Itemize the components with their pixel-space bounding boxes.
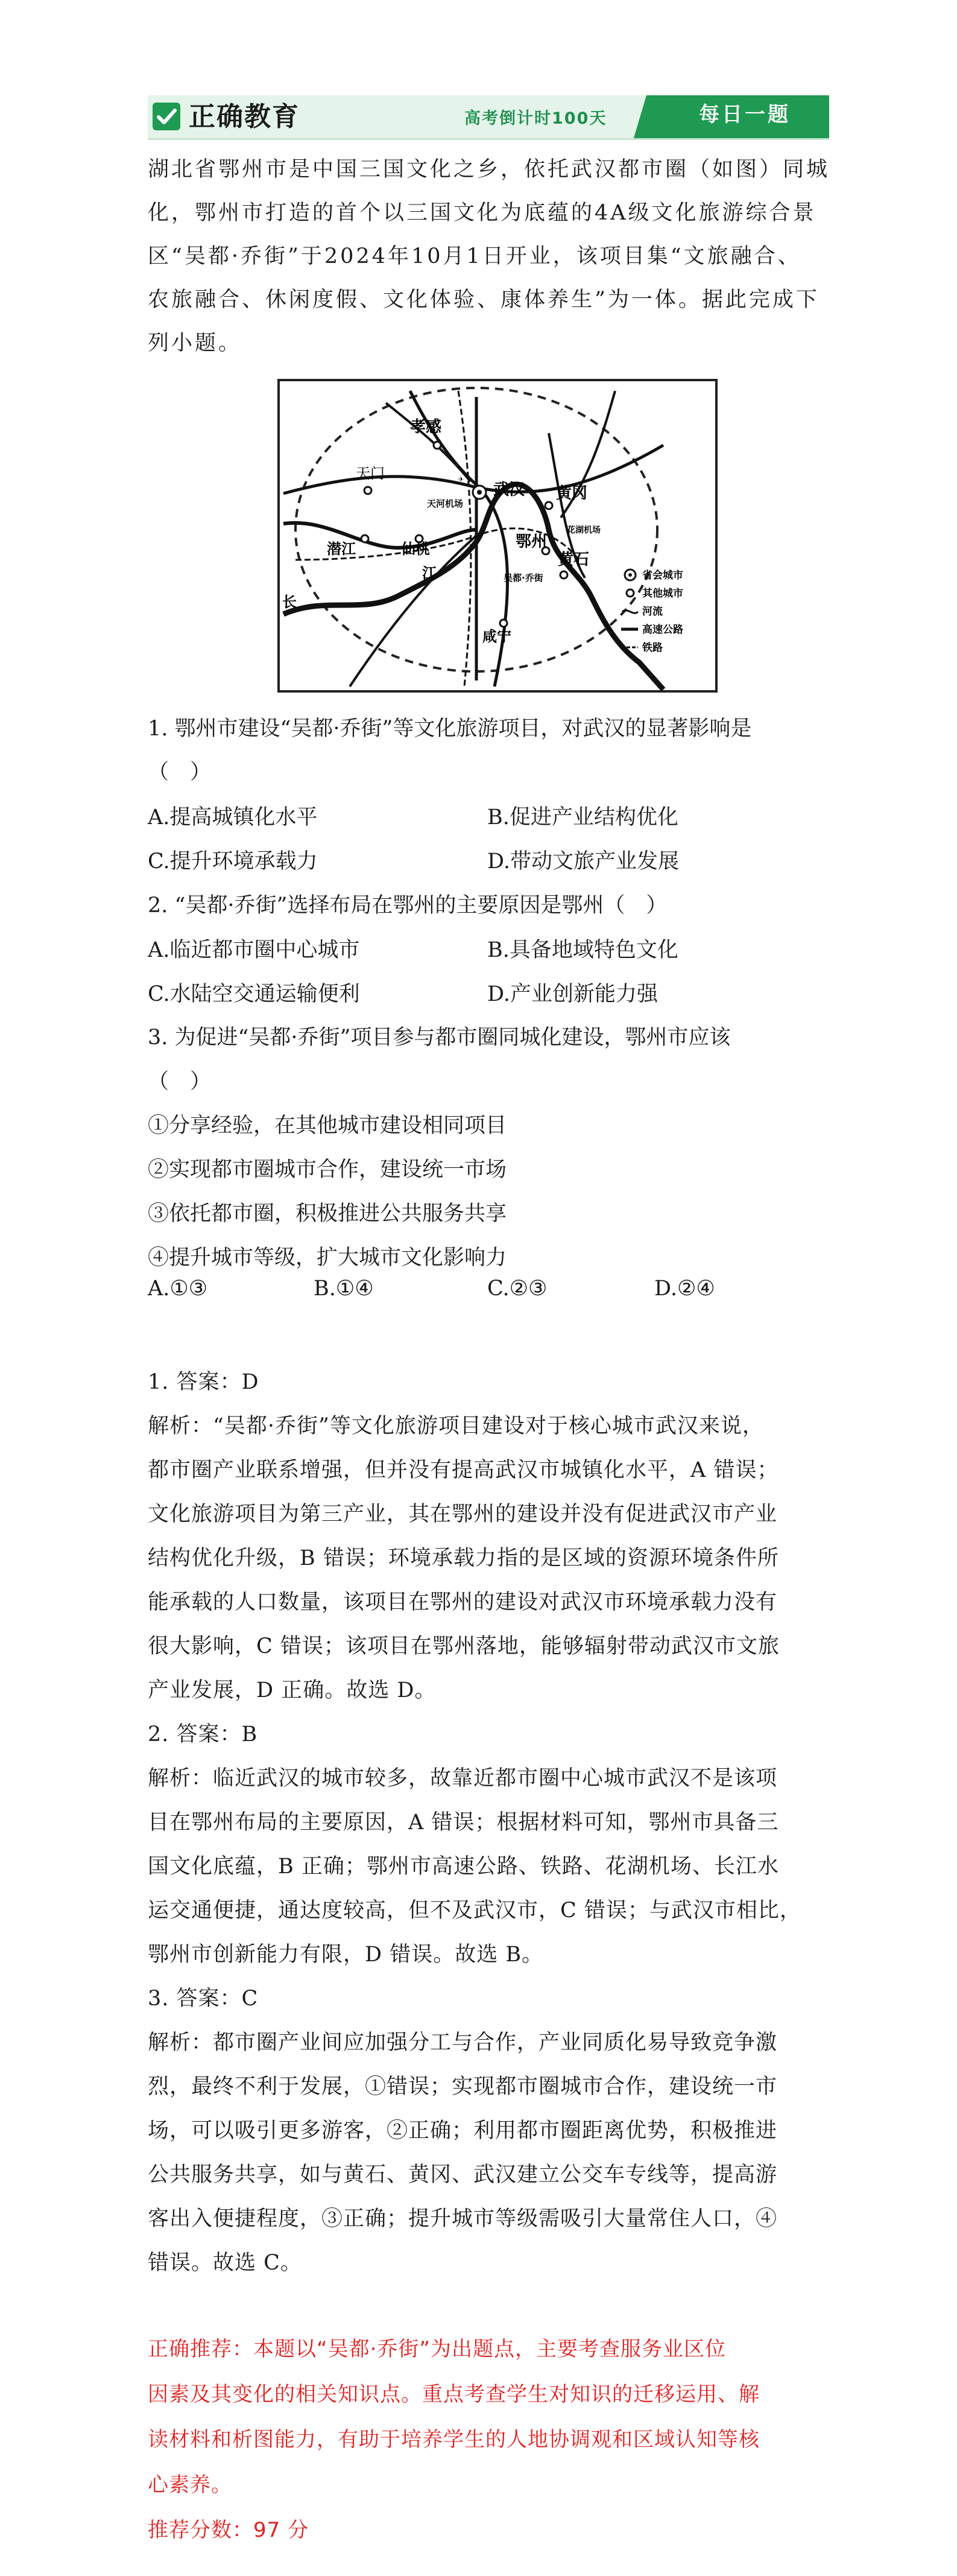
question-stem: 1. 鄂州市建设“吴都·乔街”等文化旅游项目，对武汉的显著影响是 bbox=[148, 717, 752, 741]
plane-icon: ✈ bbox=[458, 475, 464, 483]
recommend-line: 心素养。 bbox=[148, 2473, 232, 2497]
legend-label: 省会城市 bbox=[642, 569, 683, 582]
countdown-text: 高考倒计时100天 bbox=[464, 109, 607, 128]
answer-2: 2. 答案：B bbox=[148, 1722, 258, 1746]
intro-line: 农旅融合、休闲度假、文化体验、康体养生”为一体。据此完成下 bbox=[148, 288, 820, 312]
explanation-line: 文化旅游项目为第三产业，其在鄂州的建设并没有促进武汉市产业 bbox=[148, 1502, 778, 1526]
explanation-line: 目在鄂州布局的主要原因，A 错误；根据材料可知，鄂州市具备三 bbox=[148, 1810, 779, 1835]
explanation-line: 场，可以吸引更多游客，②正确；利用都市圈距离优势，积极推进 bbox=[148, 2119, 778, 2143]
map-label: 潜江 bbox=[327, 541, 356, 557]
legend-label: 铁路 bbox=[642, 642, 663, 654]
intro-line: 湖北省鄂州市是中国三国文化之乡，依托武汉都市圈（如图）同城 bbox=[148, 157, 830, 182]
statement-item: ④提升城市等级，扩大城市文化影响力 bbox=[148, 1246, 507, 1270]
answer-3: 3. 答案：C bbox=[148, 1987, 259, 2011]
legend-label: 高速公路 bbox=[642, 624, 683, 636]
explanation-line: 结构优化升级，B 错误；环境承载力指的是区域的资源环境条件所 bbox=[148, 1546, 779, 1570]
wuhan-metro-map bbox=[277, 379, 718, 693]
statement-item: ①分享经验，在其他城市建设相同项目 bbox=[148, 1114, 507, 1138]
city-marker bbox=[361, 535, 368, 542]
explanation-line: 解析：都市圈产业间应加强分工与合作，产业同质化易导致竞争激 bbox=[148, 2031, 778, 2055]
map-label: 天门 bbox=[356, 465, 385, 482]
option-a: A.提高城镇化水平 bbox=[148, 805, 318, 830]
explanation-line: 公共服务共享，如与黄石、黄冈、武汉建立公交车专线等，提高游 bbox=[148, 2163, 778, 2187]
map-label: 江 bbox=[422, 565, 437, 582]
map-label: 黄石 bbox=[558, 551, 590, 569]
map-label: 黄冈 bbox=[556, 484, 588, 503]
answer-1: 1. 答案：D bbox=[148, 1370, 259, 1394]
question-stem: （ ） bbox=[148, 760, 212, 784]
statement-item: ③依托都市圈，积极推进公共服务共享 bbox=[148, 1202, 507, 1226]
option-c: C.②③ bbox=[487, 1277, 548, 1301]
daily-question-label: 每日一题 bbox=[699, 103, 791, 127]
option-a: A.①③ bbox=[148, 1277, 208, 1301]
map-label: 花湖机场 bbox=[567, 525, 601, 535]
intro-line: 化，鄂州市打造的首个以三国文化为底蕴的4A级文化旅游综合景 bbox=[148, 201, 816, 225]
option-c: C.水陆空交通运输便利 bbox=[148, 982, 360, 1006]
recommend-line: 正确推荐：本题以“吴都·乔街”为出题点，主要考查服务业区位 bbox=[148, 2337, 727, 2361]
explanation-line: 烈，最终不利于发展，①错误；实现都市圈城市合作，建设统一市 bbox=[148, 2075, 778, 2099]
explanation-line: 解析：“吴都·乔街”等文化旅游项目建设对于核心城市武汉来说， bbox=[148, 1414, 764, 1438]
map-label: 长 bbox=[282, 594, 297, 611]
city-marker bbox=[500, 620, 507, 627]
city-marker bbox=[364, 487, 371, 494]
explanation-line: 鄂州市创新能力有限，D 错误。故选 B。 bbox=[148, 1943, 544, 1967]
map-label: 咸宁 bbox=[482, 628, 511, 645]
recommend-line: 因素及其变化的相关知识点。重点考查学生对知识的迁移运用、解 bbox=[148, 2382, 760, 2406]
explanation-line: 客出入便捷程度，③正确；提升城市等级需吸引大量常住人口，④ bbox=[148, 2207, 778, 2231]
option-a: A.临近都市圈中心城市 bbox=[148, 938, 360, 962]
option-d: D.产业创新能力强 bbox=[487, 982, 658, 1006]
explanation-line: 运交通便捷，通达度较高，但不及武汉市，C 错误；与武汉市相比， bbox=[148, 1899, 801, 1923]
city-marker bbox=[560, 571, 567, 579]
statement-item: ②实现都市圈城市合作，建设统一市场 bbox=[148, 1158, 507, 1182]
header-banner bbox=[148, 95, 829, 140]
intro-line: 区“吴都·乔街”于2024年10月1日开业，该项目集“文旅融合、 bbox=[148, 244, 801, 268]
intro-paragraph bbox=[148, 148, 830, 365]
option-d: D.②④ bbox=[654, 1277, 715, 1301]
legend-label: 河流 bbox=[642, 606, 663, 618]
city-marker bbox=[545, 502, 552, 509]
brand-name: 正确教育 bbox=[189, 101, 300, 132]
map-label: 天河机场 bbox=[427, 498, 464, 509]
recommend-score: 推荐分数：97 分 bbox=[148, 2518, 309, 2542]
explanation-line: 都市圈产业联系增强，但并没有提高武汉市城镇化水平，A 错误； bbox=[148, 1458, 779, 1482]
banner-underline bbox=[148, 138, 829, 140]
explanation-line: 能承载的人口数量，该项目在鄂州的建设对武汉市环境承载力没有 bbox=[148, 1590, 778, 1614]
question-stem: （ ） bbox=[148, 1070, 212, 1094]
map-label: 孝感 bbox=[410, 418, 442, 436]
option-b: B.促进产业结构优化 bbox=[487, 805, 678, 830]
question-stem: 2. “吴都·乔街”选择布局在鄂州的主要原因是鄂州（ ） bbox=[148, 893, 668, 918]
explanation-line: 错误。故选 C。 bbox=[148, 2251, 302, 2275]
option-c: C.提升环境承载力 bbox=[148, 849, 318, 874]
map-label: 鄂州 bbox=[516, 533, 548, 551]
daily-question-tab bbox=[633, 95, 829, 140]
legend-label: 其他城市 bbox=[642, 588, 683, 600]
explanation-line: 很大影响，C 错误；该项目在鄂州落地，能够辐射带动武汉市文旅 bbox=[148, 1634, 780, 1658]
map-label: 吴都·乔街 bbox=[504, 573, 543, 583]
intro-line: 列小题。 bbox=[148, 331, 242, 355]
map-label: 仙桃 bbox=[401, 541, 430, 557]
legend-city-icon bbox=[627, 589, 634, 597]
option-b: B.具备地域特色文化 bbox=[487, 938, 678, 962]
question-stem: 3. 为促进“吴都·乔街”项目参与都市圈同城化建设，鄂州市应该 bbox=[148, 1026, 731, 1050]
explanation-line: 国文化底蕴，B 正确；鄂州市高速公路、铁路、花湖机场、长江水 bbox=[148, 1854, 779, 1879]
explanation-line: 产业发展，D 正确。故选 D。 bbox=[148, 1678, 437, 1702]
recommend-line: 读材料和析图能力，有助于培养学生的人地协调观和区域认知等核 bbox=[148, 2428, 760, 2452]
option-d: D.带动文旅产业发展 bbox=[487, 849, 679, 874]
map-label: 武汉 bbox=[493, 481, 525, 499]
check-logo-icon bbox=[153, 103, 180, 130]
option-b: B.①④ bbox=[314, 1277, 374, 1301]
city-marker bbox=[434, 442, 441, 449]
explanation-line: 解析：临近武汉的城市较多，故靠近都市圈中心城市武汉不是该项 bbox=[148, 1766, 778, 1791]
